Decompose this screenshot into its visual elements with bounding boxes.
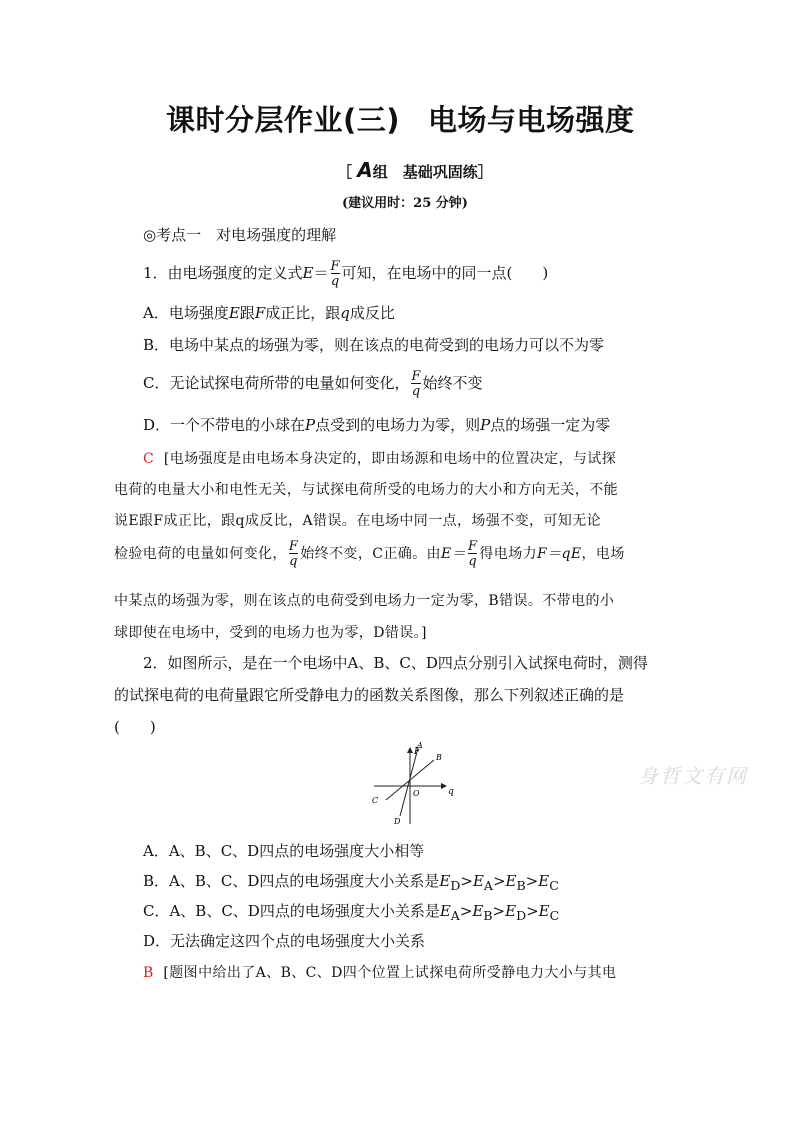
x-axis-label: q bbox=[448, 787, 454, 797]
q1-explanation-line2: 电荷的电量大小和电性无关，与试探电荷所受的电场力的大小和方向无关，不能 bbox=[114, 482, 618, 498]
kaodian-heading: ◎考点一 对电场强度的理解 bbox=[143, 226, 337, 244]
q1-option-a: A．电场强度E跟F成正比，跟q成反比 bbox=[143, 304, 395, 322]
page-title: 课时分层作业(三) 电场与电场强度 bbox=[166, 103, 635, 137]
watermark: 身哲文有网 bbox=[638, 764, 748, 788]
q2-option-d: D．无法确定这四个点的电场强度大小关系 bbox=[143, 932, 426, 950]
q2-option-a: A．A、B、C、D四点的电场强度大小相等 bbox=[143, 842, 425, 860]
q2-stem-line2: 的试探电荷的电荷量跟它所受静电力的函数关系图像，那么下列叙述正确的是 bbox=[114, 686, 625, 704]
line-d-a bbox=[400, 748, 418, 816]
q1-explanation-line4: 检验电荷的电量如何变化， $\frac{F}{q}$ 始终不变，C正确。由E＝ $\frac{F}{q}$ 得电场力F＝qE，电场 bbox=[114, 539, 625, 569]
q1-explanation-line5: 中某点的场强为零，则在该点的电荷受到电场力一定为零，B错误。不带电的小 bbox=[114, 593, 615, 609]
q1-explanation-line3: 说E跟F成正比，跟q成反比，A错误。在电场中同一点，场强不变，可知无论 bbox=[114, 513, 602, 529]
y-axis-label: F bbox=[414, 747, 421, 757]
point-d-label: D bbox=[394, 817, 401, 826]
point-b-label: B bbox=[436, 753, 442, 762]
origin-label: O bbox=[413, 789, 420, 798]
q1-option-d: D．一个不带电的小球在P点受到的电场力为零，则P点的场强一定为零 bbox=[143, 416, 611, 434]
force-charge-graph bbox=[360, 740, 470, 832]
q2-option-b: B．A、B、C、D四点的电场强度大小关系是$E_D>E_A>E_B>E_C$ bbox=[143, 872, 559, 893]
group-heading: ［ A组 基础巩固练］ bbox=[337, 158, 493, 182]
q1-option-b: B．电场中某点的场强为零，则在该点的电荷受到的电场力可以不为零 bbox=[143, 336, 605, 354]
q2-option-c: C．A、B、C、D四点的电场强度大小关系是$E_A>E_B>E_D>E_C$ bbox=[143, 902, 560, 923]
q2-explanation-line1: B [题图中给出了A、B、C、D四个位置上试探电荷所受静电力大小与其电 bbox=[143, 965, 617, 981]
q1-explanation-line6: 球即使在电场中，受到的电场力也为零，D错误。] bbox=[114, 625, 427, 641]
point-a-label: A bbox=[417, 741, 423, 750]
q1-option-c: C．无论试探电荷所带的电量如何变化， $\frac{F}{q}$ 始终不变 bbox=[143, 369, 483, 399]
suggested-time: (建议用时：25 分钟) bbox=[342, 196, 468, 211]
point-c-label: C bbox=[372, 796, 379, 805]
q1-stem: 1．由电场强度的定义式E＝ $\frac{F}{q}$ 可知，在电场中的同一点( ) bbox=[143, 259, 549, 289]
q2-stem-line3: ( ) bbox=[114, 718, 156, 736]
q1-fraction: $\frac{F}{q}$ bbox=[330, 259, 340, 289]
q2-stem-line1: 2．如图所示，是在一个电场中A、B、C、D四点分别引入试探电荷时，测得 bbox=[143, 654, 648, 672]
q1-explanation-line1: C [电场强度是由电场本身决定的，即由场源和电场中的位置决定，与试探 bbox=[143, 451, 617, 467]
